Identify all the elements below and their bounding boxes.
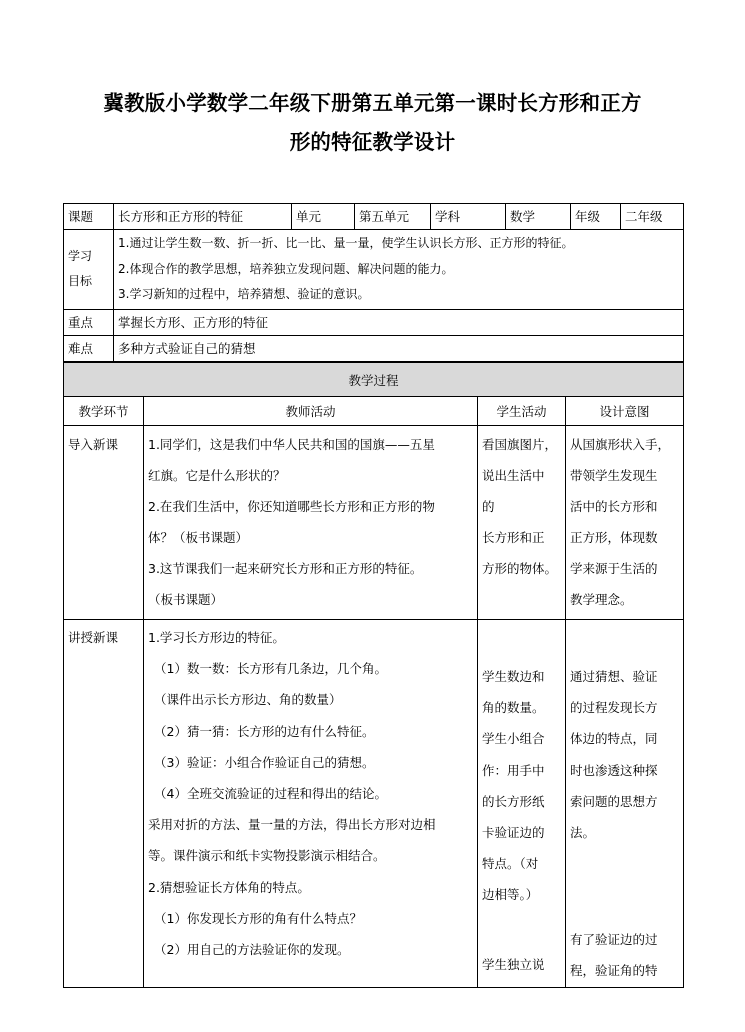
text-line: 学生数边和 bbox=[482, 669, 545, 684]
teacher-activity-teach bbox=[144, 620, 478, 988]
column-header-teacher: 教师活动 bbox=[144, 397, 478, 426]
grade-label: 年级 bbox=[571, 204, 621, 230]
text-line: 的过程发现长方 bbox=[570, 700, 658, 716]
text-line: （课件出示长方形边、角的数量） bbox=[154, 692, 342, 708]
text-line: 索问题的思想方 bbox=[570, 793, 658, 809]
text-line: 学生小组合 bbox=[482, 731, 545, 747]
text-line: 作：用手中 bbox=[482, 762, 545, 778]
grade-value: 二年级 bbox=[621, 204, 684, 230]
text-line: （2）用自己的方法验证你的发现。 bbox=[154, 942, 350, 958]
topic-value: 长方形和正方形的特征 bbox=[114, 204, 292, 230]
stage-label: 讲授新课 bbox=[68, 630, 119, 645]
text-line: 体？（板书课题） bbox=[148, 530, 249, 545]
goal-item: 3.学习新知的过程中，培养猜想、验证的意识。 bbox=[118, 287, 370, 301]
unit-value: 第五单元 bbox=[355, 204, 431, 230]
topic-label: 课题 bbox=[64, 204, 114, 230]
text-line: 说出生活中 bbox=[482, 468, 545, 483]
key-point-value: 掌握长方形、正方形的特征 bbox=[114, 309, 684, 335]
text-line: 卡验证边的 bbox=[482, 825, 545, 841]
student-activity-intro bbox=[478, 426, 566, 620]
document-title-line-2: 形的特征教学设计 bbox=[289, 130, 456, 154]
text-line: 2.在我们生活中，你还知道哪些长方形和正方形的物 bbox=[148, 499, 435, 514]
student-activity-teach bbox=[478, 620, 566, 988]
goals-list bbox=[114, 230, 684, 310]
text-line: 1.同学们，这是我们中华人民共和国的国旗——五星 bbox=[148, 437, 435, 452]
text-line: 角的数量。 bbox=[482, 700, 545, 716]
text-line: （3）验证：小组合作验证自己的猜想。 bbox=[154, 754, 375, 770]
text-line: 特点。（对 bbox=[482, 856, 539, 872]
text-line: 程，验证角的特 bbox=[570, 963, 658, 979]
text-line: 通过猜想、验证 bbox=[570, 669, 658, 684]
text-line: 体边的特点，同 bbox=[570, 731, 658, 747]
teaching-process-header: 教学过程 bbox=[64, 363, 684, 397]
difficulty-label: 难点 bbox=[64, 335, 114, 361]
difficulty-value: 多种方式验证自己的猜想 bbox=[114, 335, 684, 361]
text-line: 看国旗图片， bbox=[482, 437, 558, 452]
text-line: 2.猜想验证长方体角的特点。 bbox=[148, 879, 310, 895]
text-line: 方形的物体。 bbox=[482, 561, 558, 576]
text-line: 教学理念。 bbox=[570, 592, 633, 607]
text-line: 活中的长方形和 bbox=[570, 499, 658, 514]
stage-intro bbox=[64, 426, 144, 620]
teaching-process-table bbox=[63, 362, 684, 988]
text-line: 红旗。它是什么形状的？ bbox=[148, 468, 286, 483]
subject-label: 学科 bbox=[431, 204, 506, 230]
stage-label: 导入新课 bbox=[68, 437, 119, 452]
document-title-line-1: 冀教版小学数学二年级下册第五单元第一课时长方形和正方 bbox=[103, 91, 642, 115]
text-line: （2）猜一猜：长方形的边有什么特征。 bbox=[154, 723, 375, 739]
goal-item: 2.体现合作的教学思想，培养独立发现问题、解决问题的能力。 bbox=[118, 261, 454, 276]
text-line: 从国旗形状入手， bbox=[570, 437, 671, 452]
key-point-label: 重点 bbox=[64, 309, 114, 335]
subject-value: 数学 bbox=[506, 204, 571, 230]
column-header-student: 学生活动 bbox=[478, 397, 566, 426]
text-line: （1）你发现长方形的角有什么特点？ bbox=[154, 910, 362, 926]
text-line: （4）全班交流验证的过程和得出的结论。 bbox=[154, 786, 387, 802]
text-line: 1.学习长方形边的特征。 bbox=[148, 630, 285, 645]
unit-label: 单元 bbox=[292, 204, 355, 230]
text-line: 边相等。） bbox=[482, 887, 539, 903]
text-line: 3.这节课我们一起来研究长方形和正方形的特征。 bbox=[148, 561, 423, 576]
goals-label-line-1: 学习 bbox=[68, 248, 93, 263]
teacher-activity-intro bbox=[144, 426, 478, 620]
design-intent-teach bbox=[566, 620, 684, 988]
goals-label-line-2: 目标 bbox=[68, 274, 93, 289]
text-line: 正方形，体现数 bbox=[570, 530, 658, 545]
lesson-info-table bbox=[63, 203, 684, 362]
text-line: 的 bbox=[482, 499, 495, 514]
column-header-design: 设计意图 bbox=[566, 397, 684, 426]
text-line: （板书课题） bbox=[148, 592, 224, 607]
table-row bbox=[64, 620, 684, 988]
text-line: 法。 bbox=[570, 825, 596, 841]
text-line: 学来源于生活的 bbox=[570, 561, 658, 576]
text-line: 有了验证边的过 bbox=[570, 932, 658, 948]
text-line: 带领学生发现生 bbox=[570, 468, 658, 483]
goal-item: 1.通过让学生数一数、折一折、比一比、量一量，使学生认识长方形、正方形的特征。 bbox=[118, 236, 574, 250]
text-line: 采用对折的方法、量一量的方法，得出长方形对边相 bbox=[148, 817, 436, 833]
table-row bbox=[64, 426, 684, 620]
stage-teach bbox=[64, 620, 144, 988]
goals-label bbox=[64, 230, 114, 310]
column-header-stage: 教学环节 bbox=[64, 397, 144, 426]
text-line: 学生独立说 bbox=[482, 956, 545, 972]
text-line: 等。课件演示和纸卡实物投影演示相结合。 bbox=[148, 848, 386, 864]
text-line: 时也渗透这种探 bbox=[570, 762, 658, 778]
design-intent-intro bbox=[566, 426, 684, 620]
text-line: 的长方形纸 bbox=[482, 793, 545, 809]
text-line: 长方形和正 bbox=[482, 530, 545, 545]
text-line: （1）数一数：长方形有几条边，几个角。 bbox=[154, 661, 387, 677]
